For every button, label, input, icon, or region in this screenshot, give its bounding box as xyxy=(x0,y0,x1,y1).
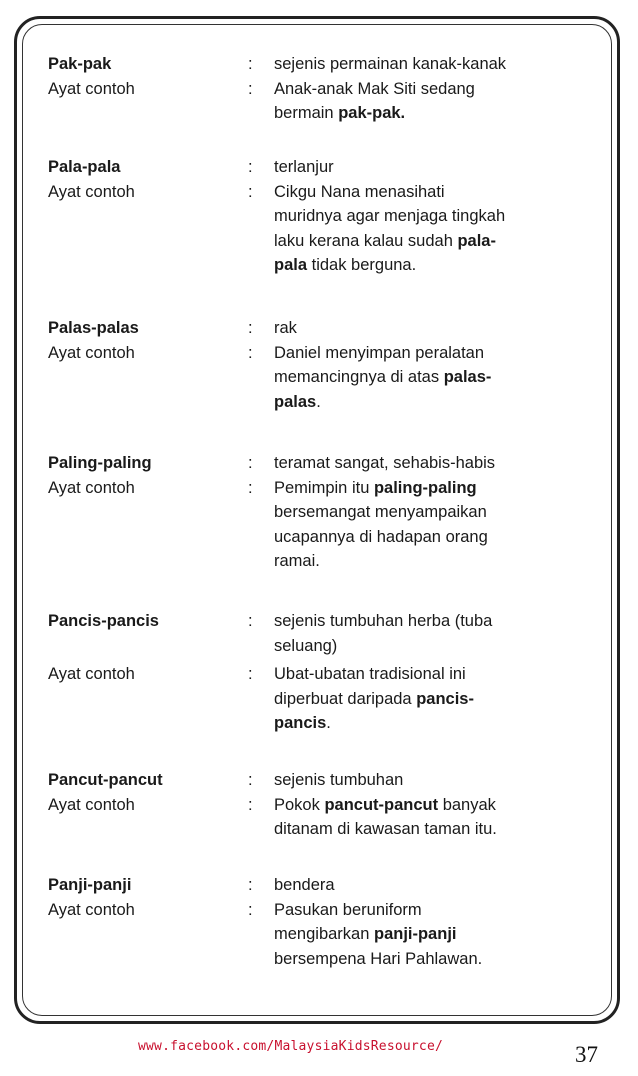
entry-word: Panji-panji xyxy=(48,876,132,894)
entry-meaning: bendera xyxy=(274,876,335,894)
footer-url: www.facebook.com/MalaysiaKidsResource/ xyxy=(138,1039,444,1054)
example-label: Ayat contoh xyxy=(48,478,135,497)
entry-word: Pala-pala xyxy=(48,158,121,176)
example-line: Pemimpin itu paling-paling xyxy=(274,478,477,497)
example-line: pala tidak berguna. xyxy=(274,256,417,274)
entry-word: Paling-paling xyxy=(48,454,152,472)
example-label: Ayat contoh xyxy=(48,79,135,98)
example-line: Pasukan beruniform xyxy=(274,900,422,919)
example-label: Ayat contoh xyxy=(48,665,135,683)
entry-meaning: terlanjur xyxy=(274,158,334,176)
example-line: Anak-anak Mak Siti sedang xyxy=(274,79,475,98)
example-label: Ayat contoh xyxy=(48,343,135,362)
entry-word: Palas-palas xyxy=(48,319,139,337)
entry-pak-pak: Pak-pak : sejenis permainan kanak-kanak Ayat contoh : Anak-anak Mak Siti sedang bermain pak-pak. xyxy=(48,52,608,126)
example-line: bersemangat menyampaikan xyxy=(274,503,487,521)
example-line: Pokok pancut-pancut banyak xyxy=(274,795,496,814)
entry-meaning: sejenis permainan kanak-kanak xyxy=(274,55,507,73)
example-line: pancis. xyxy=(274,714,331,732)
entry-word: Pancis-pancis xyxy=(48,612,159,630)
example-line: diperbuat daripada pancis- xyxy=(274,689,474,708)
example-label: Ayat contoh xyxy=(48,795,135,814)
entry-meaning: rak xyxy=(274,319,297,337)
example-label: Ayat contoh xyxy=(48,182,135,201)
entry-palas-palas: Palas-palas : rak Ayat contoh : Daniel menyimpan peralatan memancingnya di atas palas- palas. xyxy=(48,316,608,414)
example-line: bermain pak-pak. xyxy=(274,104,406,122)
example-line: ditanam di kawasan taman itu. xyxy=(274,820,497,838)
entry-meaning: sejenis tumbuhan herba (tuba xyxy=(274,612,493,630)
example-line: laku kerana kalau sudah pala- xyxy=(274,231,496,250)
example-line: mengibarkan panji-panji xyxy=(274,925,457,943)
example-label: Ayat contoh xyxy=(48,900,135,919)
entry-meaning: teramat sangat, sehabis-habis xyxy=(274,454,496,472)
example-line: memancingnya di atas palas- xyxy=(274,368,492,386)
page-number: 37 xyxy=(575,1042,598,1067)
entry-panji-panji: Panji-panji : bendera Ayat contoh : Pasukan beruniform mengibarkan panji-panji bersempena Hari Pahlawan. xyxy=(48,873,608,971)
example-line: muridnya agar menjaga tingkah xyxy=(274,207,506,225)
example-line: Ubat-ubatan tradisional ini xyxy=(274,665,466,683)
example-line: palas. xyxy=(274,392,321,411)
entry-meaning: seluang) xyxy=(274,636,338,655)
example-line: Cikgu Nana menasihati xyxy=(274,182,445,201)
entry-meaning: sejenis tumbuhan xyxy=(274,771,404,789)
example-line: Daniel menyimpan peralatan xyxy=(274,343,485,362)
example-line: ramai. xyxy=(274,552,320,570)
entry-paling-paling: Paling-paling : teramat sangat, sehabis-habis Ayat contoh : Pemimpin itu paling-paling bersemangat menyampaikan ucapannya di hadapan orang ramai. xyxy=(48,451,608,574)
example-line: ucapannya di hadapan orang xyxy=(274,527,488,546)
entry-pancut-pancut: Pancut-pancut : sejenis tumbuhan Ayat contoh : Pokok pancut-pancut banyak ditanam di kawasan taman itu. xyxy=(48,768,608,842)
entry-pala-pala: Pala-pala : terlanjur Ayat contoh : Cikgu Nana menasihati muridnya agar menjaga tingkah laku kerana kalau sudah pala- pala tidak berguna. xyxy=(48,155,608,278)
entry-word: Pancut-pancut xyxy=(48,771,163,789)
example-line: bersempena Hari Pahlawan. xyxy=(274,949,483,968)
entry-pancis-pancis: Pancis-pancis : sejenis tumbuhan herba (tuba seluang) Ayat contoh : Ubat-ubatan tradisional ini diperbuat daripada pancis- pancis. xyxy=(48,609,608,736)
entry-word: Pak-pak xyxy=(48,55,112,73)
